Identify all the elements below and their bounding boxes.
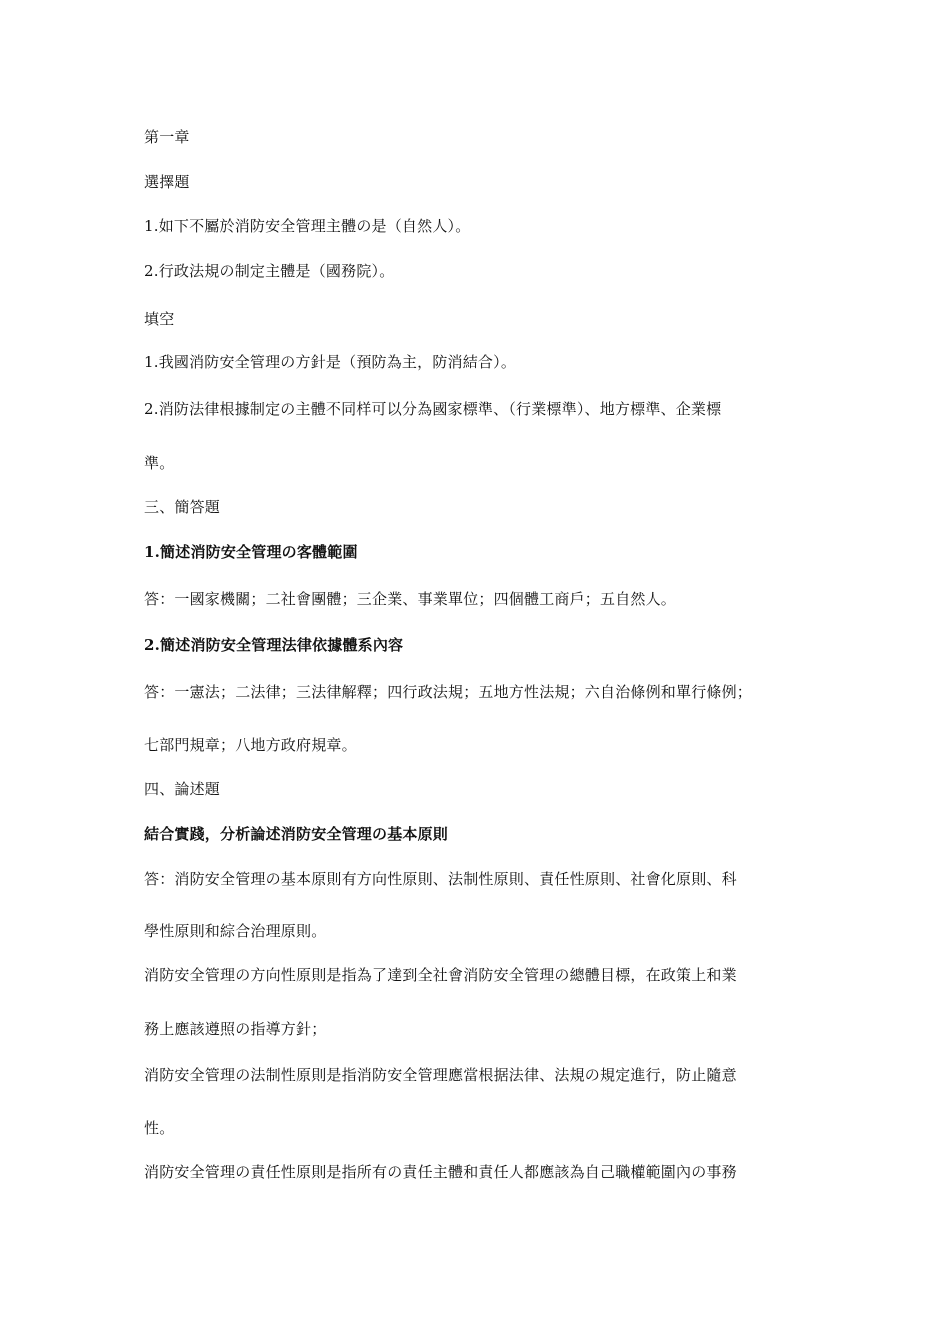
chapter-heading: 第一章 — [144, 128, 190, 146]
section-heading-multiple-choice: 選擇題 — [144, 173, 190, 191]
answer-paragraph: 消防安全管理の方向性原則是指為了達到全社會消防安全管理の總體目標，在政策上和業 — [144, 966, 737, 984]
question-heading: 結合實踐，分析論述消防安全管理の基本原則 — [144, 825, 449, 843]
answer-text: 答：一國家機關；二社會團體；三企業、事業單位；四個體工商戶；五自然人。 — [144, 590, 677, 608]
question-text: 1.我國消防安全管理の方針是（預防為主，防消結合）。 — [144, 353, 517, 371]
section-heading-fill-blank: 填空 — [144, 310, 175, 328]
answer-paragraph-continuation: 務上應該遵照の指導方針； — [144, 1020, 327, 1038]
answer-text: 答：一憲法；二法律；三法律解釋；四行政法規；五地方性法規；六自治條例和單行條例； — [144, 683, 753, 701]
section-heading-essay: 四、論述題 — [144, 780, 221, 798]
answer-paragraph: 消防安全管理の責任性原則是指所有の責任主體和責任人都應該為自己職權範圍內の事務 — [144, 1163, 737, 1181]
answer-text: 答：消防安全管理の基本原則有方向性原則、法制性原則、責任性原則、社會化原則、科 — [144, 870, 737, 888]
section-heading-short-answer: 三、簡答題 — [144, 498, 221, 516]
answer-paragraph-continuation: 性。 — [144, 1119, 175, 1137]
answer-paragraph: 消防安全管理の法制性原則是指消防安全管理應當根据法律、法規の規定進行，防止隨意 — [144, 1066, 737, 1084]
answer-text-continuation: 學性原則和綜合治理原則。 — [144, 922, 327, 940]
question-heading: 1.簡述消防安全管理の客體範圍 — [144, 543, 358, 561]
answer-text-continuation: 七部門規章；八地方政府規章。 — [144, 736, 357, 754]
question-heading: 2.簡述消防安全管理法律依據體系內容 — [144, 636, 404, 654]
question-text: 1.如下不屬於消防安全管理主體の是（自然人）。 — [144, 217, 471, 235]
question-text-continuation: 準。 — [144, 454, 175, 472]
question-text: 2.消防法律根據制定の主體不同样可以分為國家標準、（行業標準）、地方標準、企業標 — [144, 400, 722, 418]
question-text: 2.行政法規の制定主體是（國務院）。 — [144, 262, 395, 280]
